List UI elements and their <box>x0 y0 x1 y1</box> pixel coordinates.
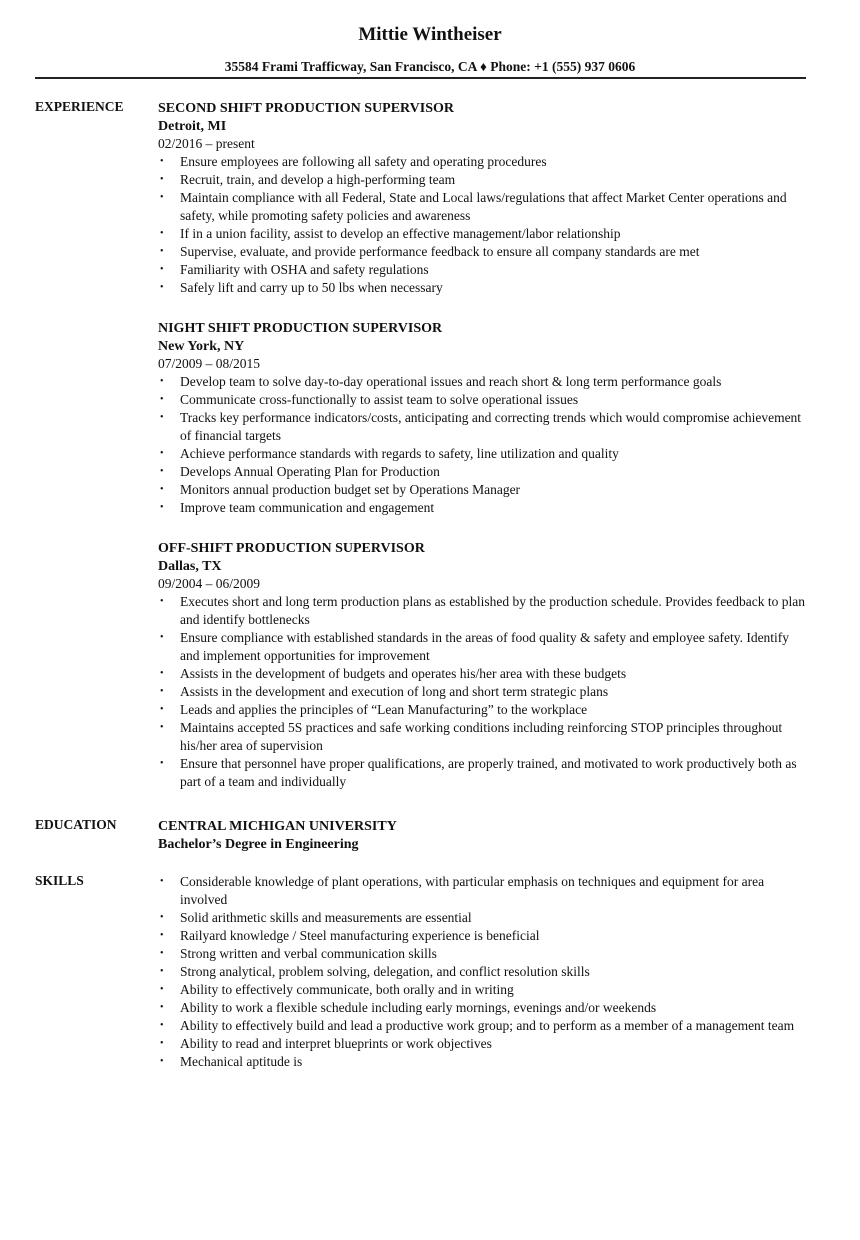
list-item: • Maintain compliance with all Federal, State and Local laws/regulations that affect Market Center operations and safety, while promoting safety policies and awareness <box>160 190 787 223</box>
list-item: • Achieve performance standards with regards to safety, line utilization and quality <box>160 446 619 461</box>
list-item: • Ability to effectively communicate, both orally and in writing <box>160 982 514 997</box>
bullet-icon: • <box>160 966 164 977</box>
section-label-experience: EXPERIENCE <box>35 99 124 114</box>
job-location: New York, NY <box>158 339 245 354</box>
list-item: • Safely lift and carry up to 50 lbs when necessary <box>160 280 443 295</box>
job-title: SECOND SHIFT PRODUCTION SUPERVISOR <box>158 101 455 116</box>
job-entry <box>158 539 808 791</box>
list-item: • Recruit, train, and develop a high-performing team <box>160 172 456 187</box>
bullet-icon: • <box>160 1020 164 1031</box>
bullet-icon: • <box>160 948 164 959</box>
bullet-icon: • <box>160 1002 164 1013</box>
bullet-icon: • <box>160 394 164 405</box>
list-item: • Familiarity with OSHA and safety regulations <box>160 262 429 277</box>
bullet-icon: • <box>160 596 164 607</box>
job-title: NIGHT SHIFT PRODUCTION SUPERVISOR <box>158 321 443 336</box>
list-item: • Ensure compliance with established standards in the areas of food quality & safety and employee safety. Identify and implement opportunities for improvement <box>160 630 790 663</box>
bullet-icon: • <box>160 246 164 257</box>
bullet-icon: • <box>160 502 164 513</box>
job-bullets <box>158 593 808 791</box>
bullet-icon: • <box>160 722 164 733</box>
bullet-icon: • <box>160 704 164 715</box>
job-dates: 07/2009 – 08/2015 <box>158 356 261 371</box>
list-item: • Ensure employees are following all safety and operating procedures <box>160 154 547 169</box>
skills-list <box>158 873 808 1071</box>
bullet-icon: • <box>160 668 164 679</box>
bullet-icon: • <box>160 758 164 769</box>
bullet-icon: • <box>160 466 164 477</box>
list-item: • Ability to effectively build and lead a productive work group; and to perform as a member of a management team <box>160 1018 795 1033</box>
bullet-icon: • <box>160 984 164 995</box>
bullet-icon: • <box>160 930 164 941</box>
bullet-icon: • <box>160 686 164 697</box>
list-item: • Mechanical aptitude is <box>160 1054 303 1069</box>
section-label-skills: SKILLS <box>35 873 84 888</box>
list-item: • Develops Annual Operating Plan for Production <box>160 464 440 479</box>
bullet-icon: • <box>160 912 164 923</box>
bullet-icon: • <box>160 484 164 495</box>
job-dates: 09/2004 – 06/2009 <box>158 576 261 591</box>
list-item: • Considerable knowledge of plant operations, with particular emphasis on techniques and equipment for area involved <box>160 874 765 907</box>
list-item: • Supervise, evaluate, and provide performance feedback to ensure all company standards are met <box>160 244 700 259</box>
list-item: • Leads and applies the principles of “Lean Manufacturing” to the workplace <box>160 702 588 717</box>
list-item: • Assists in the development and execution of long and short term strategic plans <box>160 684 609 699</box>
bullet-icon: • <box>160 412 164 423</box>
list-item: • Improve team communication and engagement <box>160 500 435 515</box>
job-dates: 02/2016 – present <box>158 136 255 151</box>
list-item: • Monitors annual production budget set by Operations Manager <box>160 482 521 497</box>
list-item: • Assists in the development of budgets and operates his/her area with these budgets <box>160 666 627 681</box>
list-item: • Ensure that personnel have proper qualifications, are properly trained, and motivated to work productively both as part of a team and individually <box>160 756 797 789</box>
bullet-icon: • <box>160 448 164 459</box>
bullet-icon: • <box>160 632 164 643</box>
job-entry <box>158 99 808 319</box>
section-label-education: EDUCATION <box>35 817 117 832</box>
job-location: Detroit, MI <box>158 119 227 134</box>
list-item: • Strong written and verbal communication skills <box>160 946 437 961</box>
list-item: • Ability to work a flexible schedule including early mornings, evenings and/or weekends <box>160 1000 657 1015</box>
bullet-icon: • <box>160 192 164 203</box>
job-location: Dallas, TX <box>158 559 222 574</box>
job-bullets <box>158 373 808 517</box>
job-bullets <box>158 153 808 297</box>
list-item: • Executes short and long term production plans as established by the production schedule. Provides feedback to plan and identify bottlenecks <box>160 594 805 627</box>
list-item: • If in a union facility, assist to develop an effective management/labor relationship <box>160 226 621 241</box>
bullet-icon: • <box>160 376 164 387</box>
bullet-icon: • <box>160 1056 164 1067</box>
bullet-icon: • <box>160 228 164 239</box>
list-item: • Develop team to solve day-to-day operational issues and reach short & long term performance goals <box>160 374 722 389</box>
bullet-icon: • <box>160 876 164 887</box>
bullet-icon: • <box>160 282 164 293</box>
list-item: • Strong analytical, problem solving, delegation, and conflict resolution skills <box>160 964 590 979</box>
job-entry <box>158 319 808 539</box>
list-item: • Maintains accepted 5S practices and safe working conditions including reinforcing STOP principles throughout his/her area of supervision <box>160 720 783 753</box>
header-divider <box>35 77 806 79</box>
candidate-name: Mittie Wintheiser <box>358 24 502 45</box>
bullet-icon: • <box>160 174 164 185</box>
school-name: CENTRAL MICHIGAN UNIVERSITY <box>158 819 397 834</box>
list-item: • Solid arithmetic skills and measurements are essential <box>160 910 472 925</box>
contact-line: 35584 Frami Trafficway, San Francisco, CA ♦ Phone: +1 (555) 937 0606 <box>224 59 636 74</box>
list-item: • Ability to read and interpret blueprints or work objectives <box>160 1036 492 1051</box>
bullet-icon: • <box>160 1038 164 1049</box>
bullet-icon: • <box>160 156 164 167</box>
bullet-icon: • <box>160 264 164 275</box>
list-item: • Railyard knowledge / Steel manufacturing experience is beneficial <box>160 928 540 943</box>
list-item: • Tracks key performance indicators/costs, anticipating and correcting trends which would compromise achievement of financial targets <box>160 410 802 443</box>
list-item: • Communicate cross-functionally to assist team to solve operational issues <box>160 392 579 407</box>
degree: Bachelor’s Degree in Engineering <box>158 837 359 852</box>
job-title: OFF-SHIFT PRODUCTION SUPERVISOR <box>158 541 425 556</box>
